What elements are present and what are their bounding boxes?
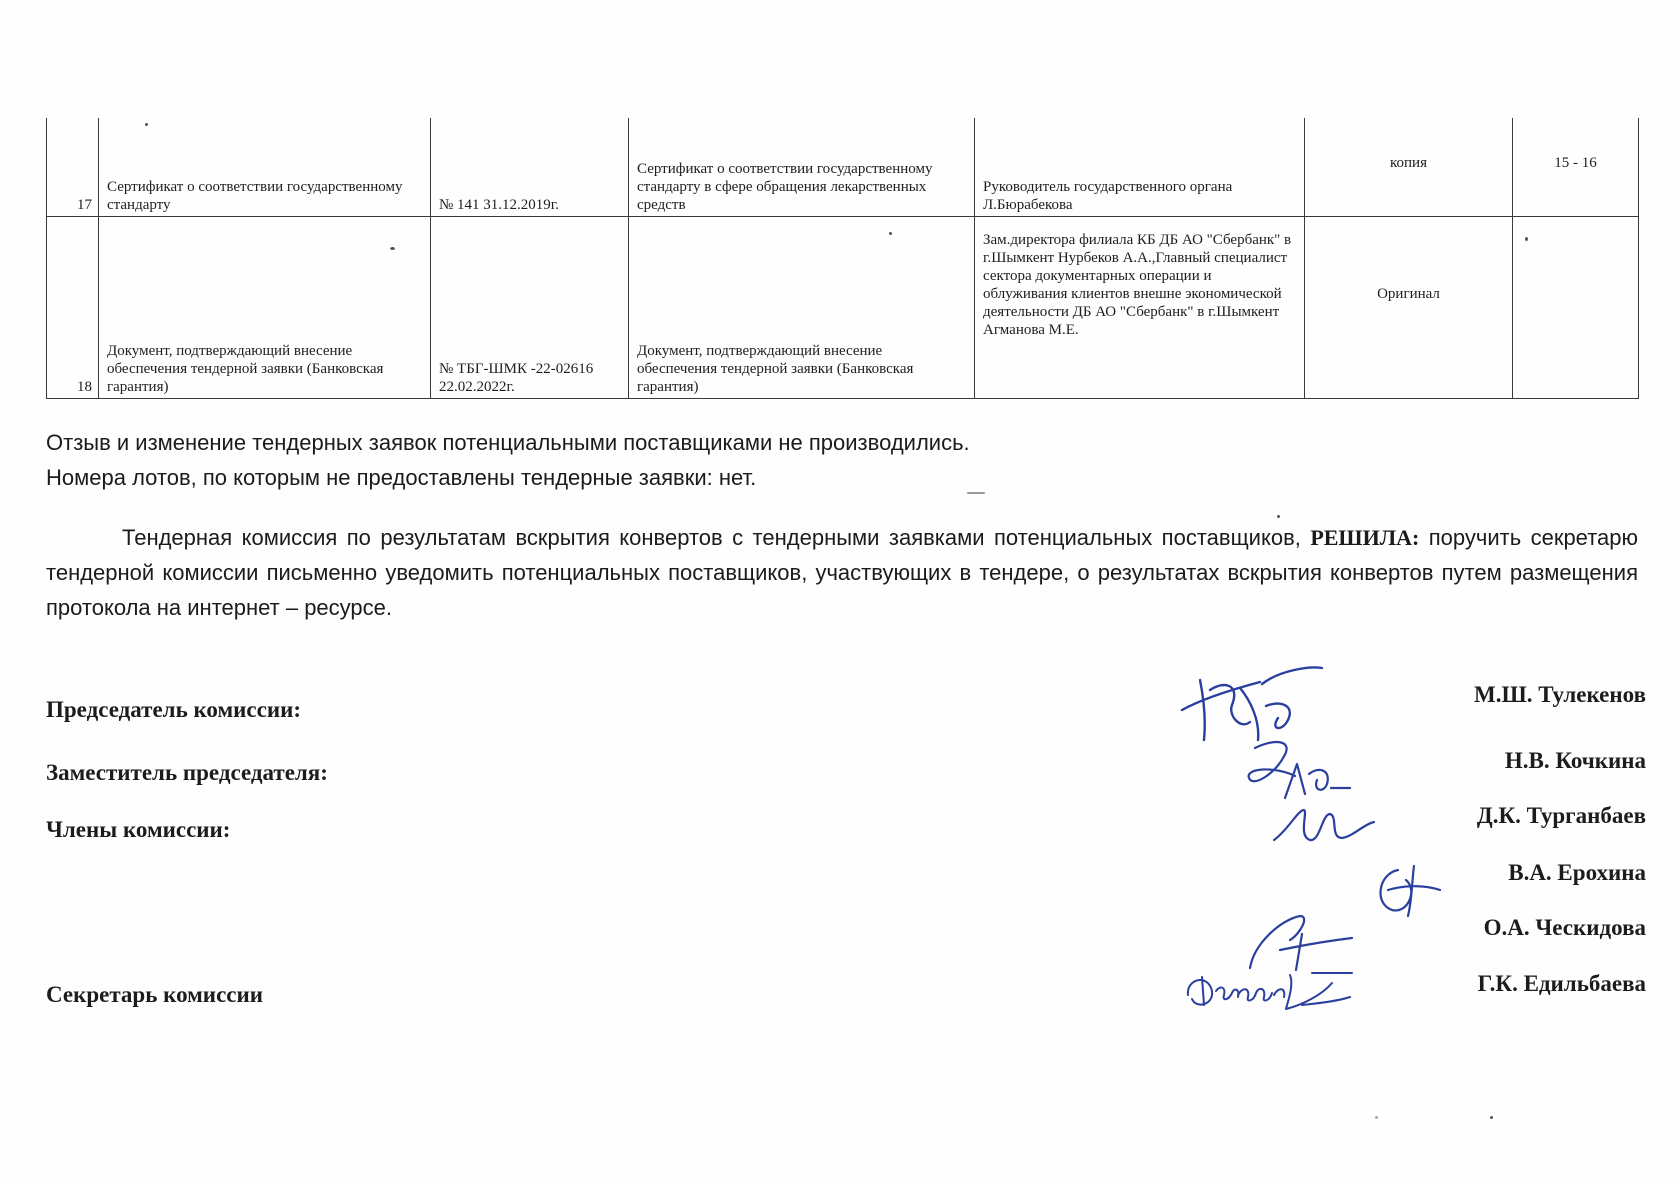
document-number: № 141 31.12.2019г.: [431, 118, 629, 216]
role-deputy: Заместитель председателя:: [46, 760, 328, 785]
member-name-1: М.Ш. Тулекенов: [1474, 682, 1646, 707]
signature-secretary: [1182, 965, 1357, 1023]
commission-decision: [46, 520, 1638, 625]
decision-body: поручить секретарю тендерной комиссии письменно уведомить потенциальных поставщиков, участвующих в тендере, о результатах вскрытия конвертов путем размещения протокола на интернет – ресурсе.: [46, 525, 1638, 620]
scan-speck: [967, 492, 985, 494]
lots-notice: Номера лотов, по которым не предоставлены тендерные заявки: нет.: [46, 465, 757, 490]
member-name-5: О.А. Ческидова: [1483, 915, 1646, 940]
document-form: копия: [1305, 118, 1513, 216]
document-name: Сертификат о соответствии государственному стандарту: [99, 118, 431, 216]
document-number: № ТБГ-ШМК -22-02616 22.02.2022г.: [431, 216, 629, 398]
member-name-6: Г.К. Едильбаева: [1477, 971, 1646, 996]
decision-intro: Тендерная комиссия по результатам вскрытия конвертов с тендерными заявками потенциальных поставщиков,: [122, 525, 1311, 550]
signature-deputy: [1235, 728, 1355, 808]
row-number: 18: [47, 216, 99, 398]
row-number: 17: [47, 118, 99, 216]
table-row: [47, 118, 1639, 216]
document-name: Документ, подтверждающий внесение обеспечения тендерной заявки (Банковская гарантия): [99, 216, 431, 398]
documents-table: [46, 118, 1639, 399]
document-pages: [1513, 216, 1639, 398]
member-name-2: Н.В. Кочкина: [1504, 748, 1646, 773]
scan-speck: [1490, 1116, 1493, 1119]
decision-keyword: РЕШИЛА:: [1310, 525, 1420, 550]
scan-speck: [1277, 515, 1280, 518]
document-form: Оригинал: [1305, 216, 1513, 398]
signature-member-1: [1268, 800, 1378, 850]
withdrawal-notice: Отзыв и изменение тендерных заявок потенциальными поставщиками не производились.: [46, 430, 970, 455]
document-description: Документ, подтверждающий внесение обеспечения тендерной заявки (Банковская гарантия): [629, 216, 975, 398]
document-pages: 15 - 16: [1513, 118, 1639, 216]
signature-member-2: [1368, 860, 1448, 920]
scan-speck: [1375, 1116, 1378, 1119]
member-name-4: В.А. Ерохина: [1508, 860, 1646, 885]
document-description: Сертификат о соответствии государственному стандарту в сфере обращения лекарственных средств: [629, 118, 975, 216]
role-secretary: Секретарь комиссии: [46, 982, 263, 1007]
member-name-3: Д.К. Турганбаев: [1476, 803, 1646, 828]
table-row: [47, 216, 1639, 398]
role-members: Члены комиссии:: [46, 817, 231, 842]
document-signer: Руководитель государственного органа Л.Бюрабекова: [975, 118, 1305, 216]
document-signer: Зам.директора филиала КБ ДБ АО "Сбербанк" в г.Шымкент Нурбеков А.А.,Главный специалист сектора документарных операции и облуживания клиентов внешне экономической деятельности ДБ АО "Сбербанк" в г.Шымкент Агманова М.Е.: [975, 216, 1305, 398]
role-chairman: Председатель комиссии:: [46, 697, 301, 722]
